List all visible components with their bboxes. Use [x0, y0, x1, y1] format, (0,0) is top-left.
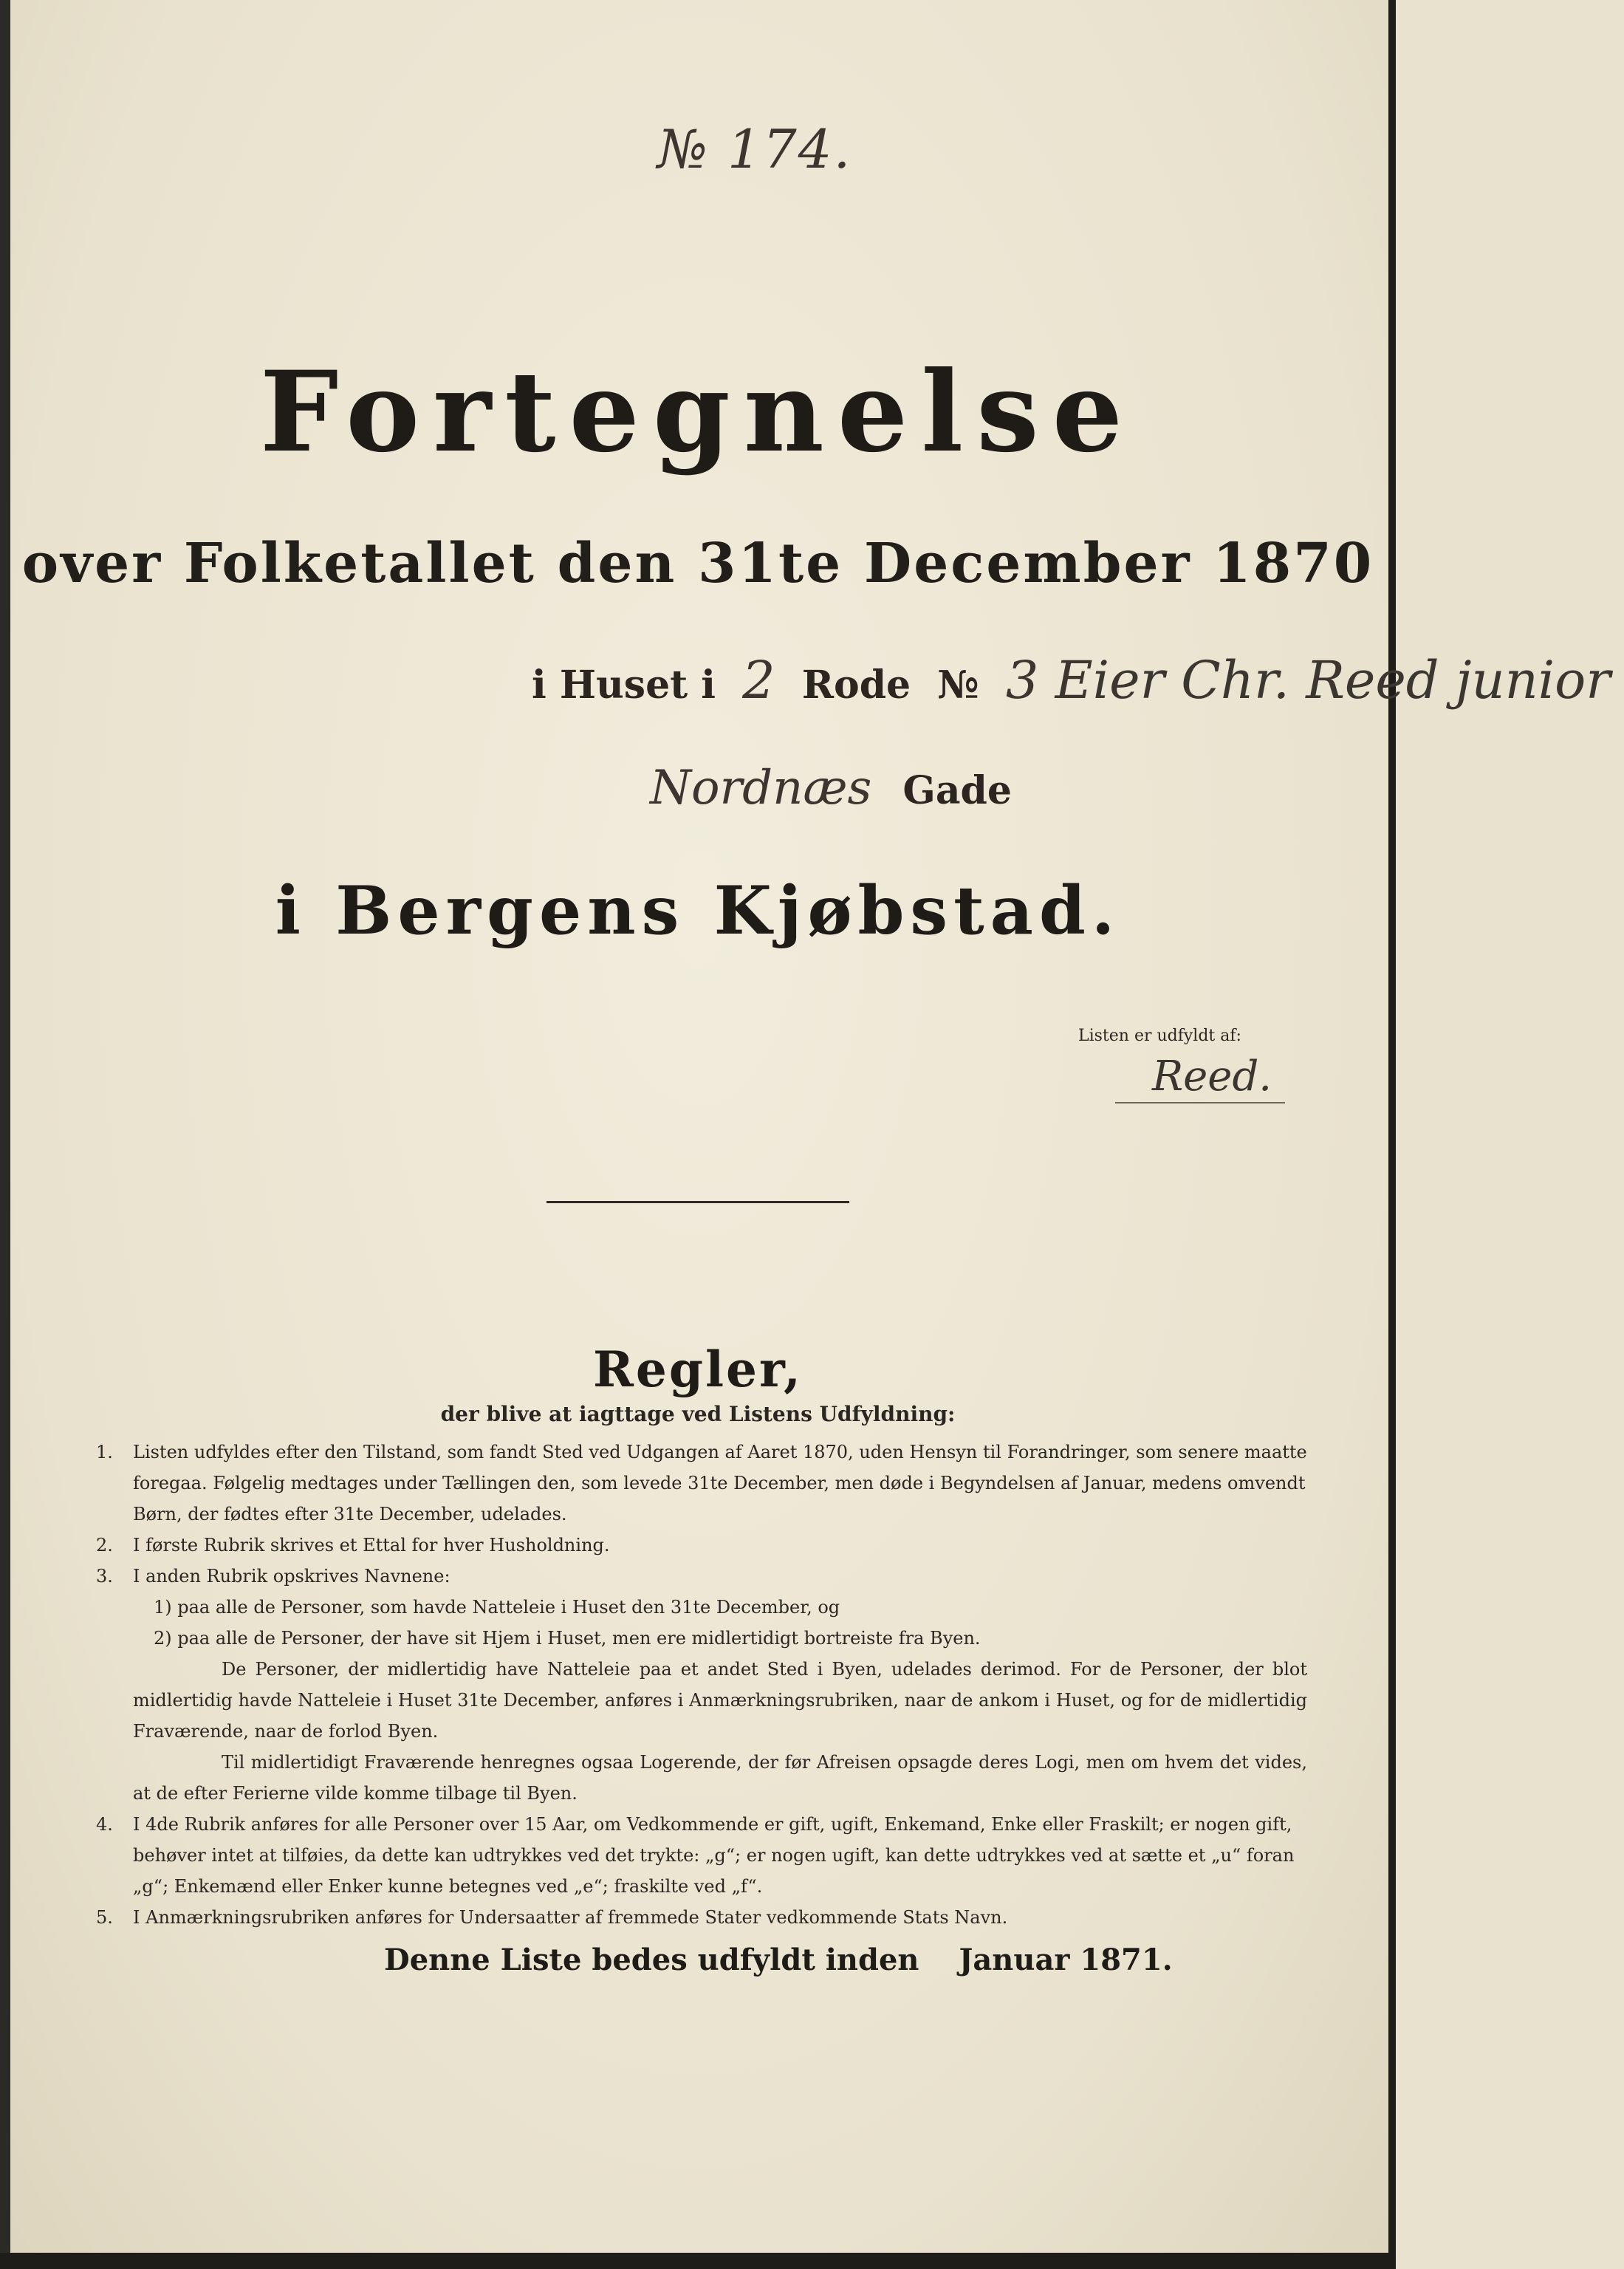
rule-item [96, 1809, 1307, 1902]
rule-number: 4. [96, 1814, 113, 1835]
rule-text: I 4de Rubrik anføres for alle Personer over 15 Aar, om Vedkommende er gift, ugift, Enkemand, Enke eller Fraskilt; er nogen gift, behøver intet at tilføies, da dette kan udtrykkes ved det trykte: „g“; er nogen ugift, kan dette udtrykkes ved at sætte et „u“ foran „g“; Enkemænd eller Enker kunne betegnes ved „e“; fraskilte ved „f“. [133, 1814, 1295, 1897]
street-value: Nordnæs [650, 761, 872, 815]
rode-value: 2 [742, 650, 775, 711]
rule-text: I anden Rubrik opskrives Navnene: [133, 1566, 450, 1587]
house-line [532, 650, 1624, 724]
form-title: Fortegnelse [259, 347, 1137, 477]
rule-item [96, 1437, 1307, 1530]
rules-heading: Regler, [592, 1341, 803, 1398]
street-label: Gade [902, 768, 1012, 813]
house-prefix: i Huset i [532, 663, 716, 708]
scan-edge-left [0, 0, 10, 2269]
rule-text: I Anmærkningsrubriken anføres for Undersaatter af fremmede Stater vedkommende Stats Navn. [133, 1907, 1008, 1928]
signature-line [1115, 1102, 1285, 1103]
section-divider [547, 1201, 849, 1203]
deadline-text: Denne Liste bedes udfyldt inden [384, 1943, 919, 1977]
rule-number: 1. [96, 1442, 113, 1462]
rule-text: I første Rubrik skrives et Ettal for hver Husholdning. [133, 1535, 610, 1556]
nr-label: № [937, 663, 979, 708]
rode-label: Rode [801, 663, 911, 708]
scan-edge-right [1388, 0, 1396, 2269]
filled-by-label: Listen er udfyldt af: [1078, 1027, 1241, 1045]
rule-item [96, 1902, 1307, 1933]
street-line [650, 761, 1012, 815]
deadline-date: Januar 1871. [959, 1943, 1173, 1977]
rules-subheading: der blive at iagttage ved Listens Udfyldning: [440, 1402, 956, 1426]
rule-text: Listen udfyldes efter den Tilstand, som fandt Sted ved Udgangen af Aaret 1870, uden Hensyn til Forandringer, som senere maatte foregaa. Følgelig medtages under Tællingen den, som levede 31te December, men døde i Begyndelsen af Januar, medens omvendt Børn, der fødtes efter 31te December, udelades. [133, 1442, 1307, 1524]
city-heading: i Bergens Kjøbstad. [275, 872, 1121, 950]
rule-number: 5. [96, 1907, 113, 1928]
rule-paragraph: Til midlertidigt Fraværende henregnes ogsaa Logerende, der før Afreisen opsagde deres Logi, men om hvem det vides, at de efter Ferierne vilde komme tilbage til Byen. [133, 1752, 1307, 1804]
rule-number: 2. [96, 1535, 113, 1556]
rule-item [96, 1561, 1307, 1592]
rule-subitem: 1) paa alle de Personer, som havde Natteleie i Huset den 31te December, og [154, 1597, 840, 1618]
deadline-line [384, 1943, 1202, 1977]
form-subtitle: over Folketallet den 31te December 1870 [21, 532, 1374, 595]
scan-edge-bottom [0, 2253, 1396, 2269]
rule-paragraph: De Personer, der midlertidig have Natteleie paa et andet Sted i Byen, udelades derimod. For de Personer, der blot midlertidig havde Natteleie i Huset 31te December, anføres i Anmærkningsrubriken, naar de ankom i Huset, og for de midlertidig Fraværende, naar de forlod Byen. [133, 1659, 1307, 1742]
form-number: № 174. [657, 118, 852, 180]
rule-item [96, 1530, 1307, 1561]
rule-number: 3. [96, 1566, 113, 1587]
rule-subitem: 2) paa alle de Personer, der have sit Hjem i Huset, men ere midlertidigt bortreiste fra Byen. [154, 1628, 981, 1649]
nr-value: 3 Eier Chr. Reed junior [1005, 650, 1611, 711]
rules-list [96, 1437, 1307, 1933]
signature: Reed. [1152, 1053, 1272, 1101]
